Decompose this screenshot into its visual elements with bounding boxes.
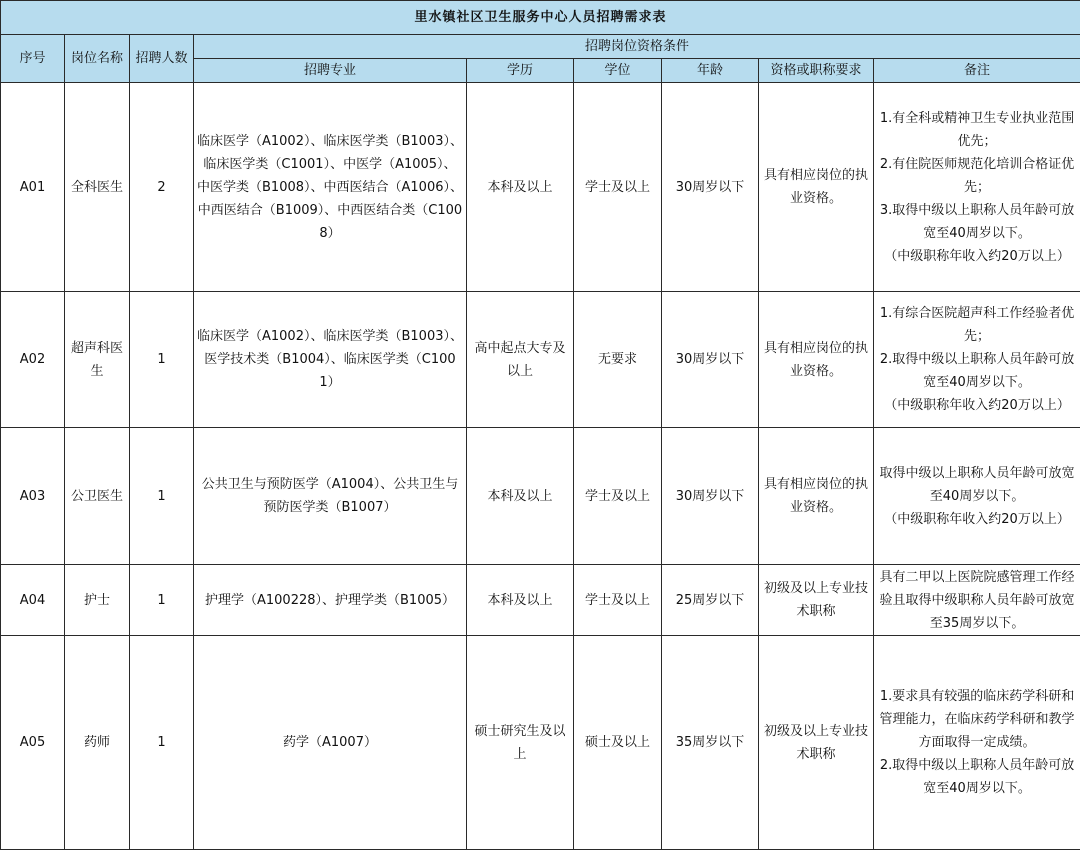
row-education: 本科及以上 xyxy=(467,428,574,565)
row-remarks xyxy=(874,565,1080,636)
row-education: 本科及以上 xyxy=(467,83,574,292)
header-qualification-group: 招聘岗位资格条件 xyxy=(194,35,1080,59)
remark-line: 具有二甲以上医院院感管理工作经验且取得中级职称人员年龄可放宽至35周岁以下。 xyxy=(877,566,1077,635)
row-degree: 学士及以上 xyxy=(574,428,662,565)
header-degree: 学位 xyxy=(574,59,662,83)
row-education: 硕士研究生及以上 xyxy=(467,636,574,850)
header-qualification: 资格或职称要求 xyxy=(759,59,874,83)
remark-line: 3.取得中级以上职称人员年龄可放宽至40周岁以下。 xyxy=(877,199,1077,245)
row-count: 1 xyxy=(130,428,194,565)
table-row xyxy=(1,636,1080,850)
row-education: 本科及以上 xyxy=(467,565,574,636)
row-seq: A05 xyxy=(1,636,65,850)
header-seq: 序号 xyxy=(1,35,65,83)
row-position: 超声科医生 xyxy=(65,292,130,428)
row-degree: 无要求 xyxy=(574,292,662,428)
remark-line: 2.取得中级以上职称人员年龄可放宽至40周岁以下。 xyxy=(877,348,1077,394)
page-title: 里水镇社区卫生服务中心人员招聘需求表 xyxy=(1,1,1080,35)
header-major: 招聘专业 xyxy=(194,59,467,83)
row-major: 临床医学（A1002）、临床医学类（B1003）、临床医学类（C1001）、中医学（A1005）、中医学类（B1008）、中西医结合（A1006）、中西医结合（B1009）、中西医结合类（C1008） xyxy=(194,83,467,292)
remark-line: 1.有综合医院超声科工作经验者优先； xyxy=(877,302,1077,348)
remark-line: （中级职称年收入约20万以上） xyxy=(877,394,1077,417)
row-position: 药师 xyxy=(65,636,130,850)
row-age: 30周岁以下 xyxy=(662,292,759,428)
row-position: 护士 xyxy=(65,565,130,636)
row-age: 35周岁以下 xyxy=(662,636,759,850)
table-row xyxy=(1,292,1080,428)
row-education: 高中起点大专及以上 xyxy=(467,292,574,428)
row-qualification: 初级及以上专业技术职称 xyxy=(759,565,874,636)
row-major: 药学（A1007） xyxy=(194,636,467,850)
remark-line: 1.要求具有较强的临床药学科研和管理能力，在临床药学科研和教学方面取得一定成绩。 xyxy=(877,685,1077,754)
row-count: 1 xyxy=(130,292,194,428)
row-seq: A02 xyxy=(1,292,65,428)
row-remarks xyxy=(874,292,1080,428)
row-remarks xyxy=(874,83,1080,292)
header-count: 招聘人数 xyxy=(130,35,194,83)
remark-line: 取得中级以上职称人员年龄可放宽至40周岁以下。 xyxy=(877,462,1077,508)
header-position: 岗位名称 xyxy=(65,35,130,83)
remark-line: （中级职称年收入约20万以上） xyxy=(877,245,1077,268)
row-remarks xyxy=(874,428,1080,565)
row-major: 临床医学（A1002）、临床医学类（B1003）、医学技术类（B1004）、临床医学类（C1001） xyxy=(194,292,467,428)
remark-line: 2.有住院医师规范化培训合格证优先； xyxy=(877,153,1077,199)
row-seq: A01 xyxy=(1,83,65,292)
row-seq: A03 xyxy=(1,428,65,565)
header-age: 年龄 xyxy=(662,59,759,83)
row-qualification: 具有相应岗位的执业资格。 xyxy=(759,83,874,292)
row-degree: 学士及以上 xyxy=(574,565,662,636)
row-age: 25周岁以下 xyxy=(662,565,759,636)
row-remarks xyxy=(874,636,1080,850)
row-seq: A04 xyxy=(1,565,65,636)
row-degree: 学士及以上 xyxy=(574,83,662,292)
table-row xyxy=(1,565,1080,636)
row-major: 护理学（A100228）、护理学类（B1005） xyxy=(194,565,467,636)
row-major: 公共卫生与预防医学（A1004）、公共卫生与预防医学类（B1007） xyxy=(194,428,467,565)
row-qualification: 具有相应岗位的执业资格。 xyxy=(759,428,874,565)
row-age: 30周岁以下 xyxy=(662,83,759,292)
row-position: 公卫医生 xyxy=(65,428,130,565)
header-remarks: 备注 xyxy=(874,59,1080,83)
row-position: 全科医生 xyxy=(65,83,130,292)
table-row xyxy=(1,428,1080,565)
row-count: 1 xyxy=(130,636,194,850)
row-count: 2 xyxy=(130,83,194,292)
row-degree: 硕士及以上 xyxy=(574,636,662,850)
remark-line: （中级职称年收入约20万以上） xyxy=(877,508,1077,531)
remark-line: 1.有全科或精神卫生专业执业范围优先； xyxy=(877,107,1077,153)
header-education: 学历 xyxy=(467,59,574,83)
table-row xyxy=(1,83,1080,292)
row-age: 30周岁以下 xyxy=(662,428,759,565)
remark-line: 2.取得中级以上职称人员年龄可放宽至40周岁以下。 xyxy=(877,754,1077,800)
row-qualification: 具有相应岗位的执业资格。 xyxy=(759,292,874,428)
row-count: 1 xyxy=(130,565,194,636)
row-qualification: 初级及以上专业技术职称 xyxy=(759,636,874,850)
